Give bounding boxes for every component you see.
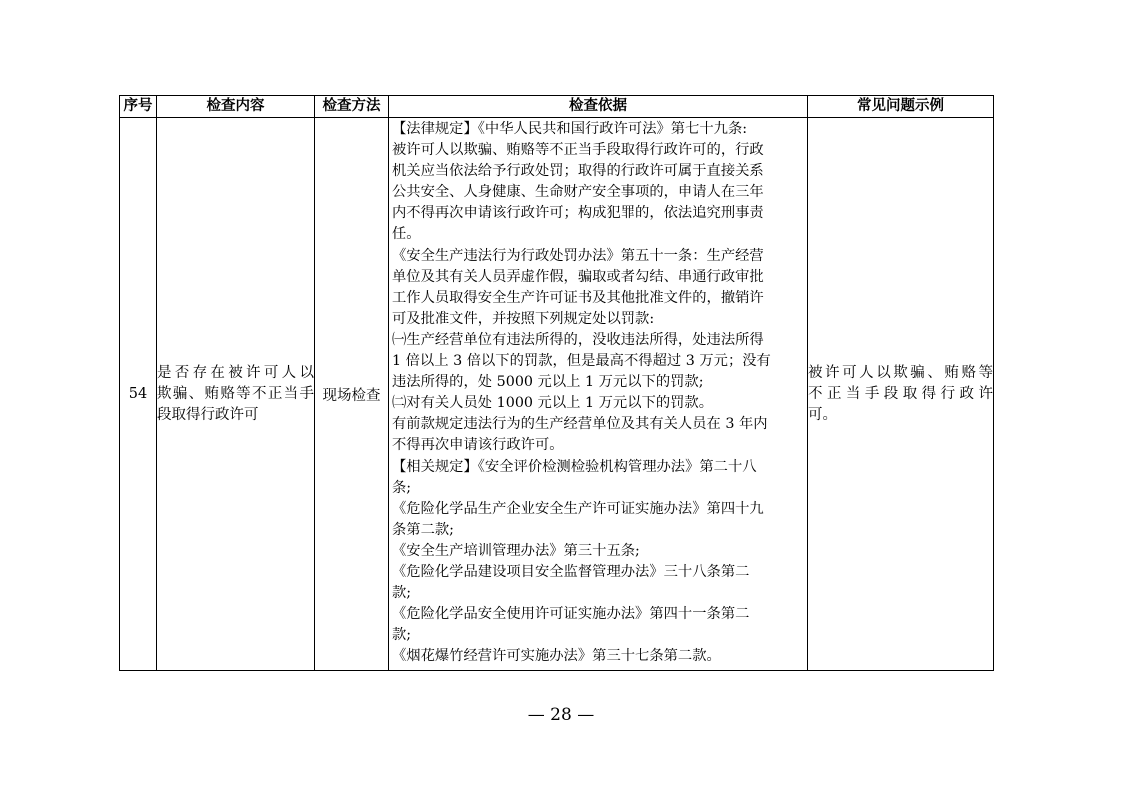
issue-line: 可。: [808, 406, 837, 423]
header-issues: 常见问题示例: [808, 96, 994, 118]
row-method: 现场检查: [315, 118, 389, 671]
content-line: 段取得行政许可: [157, 406, 259, 423]
basis-line: 违法所得的，处 5000 元以上 1 万元以下的罚款;: [392, 374, 704, 391]
basis-line: ㈡对有关人员处 1000 元以上 1 万元以下的罚款。: [392, 395, 714, 412]
content-line: 欺骗、贿赂等不正当手: [157, 385, 314, 402]
basis-line: 内不得再次申请该行政许可；构成犯罪的，依法追究刑事责: [392, 205, 764, 222]
basis-line: 1 倍以上 3 倍以下的罚款，但是最高不得超过 3 万元；没有: [392, 353, 771, 370]
basis-line: 机关应当依法给予行政处罚；取得的行政许可属于直接关系: [392, 163, 764, 180]
basis-line: 《安全生产违法行为行政处罚办法》第五十一条：生产经营: [392, 247, 764, 264]
header-basis: 检查依据: [389, 96, 808, 118]
basis-line: 【法律规定】《中华人民共和国行政许可法》第七十九条:: [392, 121, 748, 137]
inspection-table: [119, 95, 994, 671]
row-basis: [389, 118, 808, 671]
basis-line: 《危险化学品安全使用许可证实施办法》第四十一条第二: [392, 606, 750, 623]
basis-line: 被许可人以欺骗、贿赂等不正当手段取得行政许可的，行政: [392, 142, 764, 159]
basis-line: 《危险化学品建设项目安全监督管理办法》三十八条第二: [392, 563, 750, 580]
basis-line: 条;: [392, 479, 412, 496]
row-issues: [808, 118, 994, 671]
basis-line: 不得再次申请该行政许可。: [392, 437, 564, 454]
basis-line: 单位及其有关人员弄虚作假，骗取或者勾结、串通行政审批: [392, 268, 764, 285]
row-content: [157, 118, 315, 671]
basis-line: 款;: [392, 585, 412, 602]
basis-line: 有前款规定违法行为的生产经营单位及其有关人员在 3 年内: [392, 416, 768, 433]
basis-line: 《安全生产培训管理办法》第三十五条;: [392, 542, 640, 559]
issue-line: 被许可人以欺骗、贿赂等: [808, 364, 993, 381]
basis-line: 款;: [392, 627, 412, 644]
basis-line: 《危险化学品生产企业安全生产许可证实施办法》第四十九: [392, 500, 764, 517]
page-number: — 28 —: [527, 705, 595, 725]
basis-line: ㈠生产经营单位有违法所得的，没收违法所得，处违法所得: [392, 331, 764, 348]
content-line: 是否存在被许可人以: [157, 364, 314, 381]
basis-line: 条第二款;: [392, 521, 455, 538]
header-row: [120, 96, 994, 118]
basis-line: 公共安全、人身健康、生命财产安全事项的，申请人在三年: [392, 184, 764, 201]
header-method: 检查方法: [315, 96, 389, 118]
header-content: 检查内容: [157, 96, 315, 118]
basis-line: 任。: [392, 226, 421, 243]
header-index: 序号: [120, 96, 157, 118]
basis-line: 可及批准文件，并按照下列规定处以罚款:: [392, 310, 655, 327]
issue-line: 不正当手段取得行政许: [808, 385, 993, 402]
basis-line: 【相关规定】《安全评价检测检验机构管理办法》第二十八: [392, 458, 757, 475]
row-index: 54: [120, 118, 157, 671]
table-row: [120, 118, 994, 671]
basis-line: 工作人员取得安全生产许可证书及其他批准文件的，撤销许: [392, 289, 764, 306]
basis-line: 《烟花爆竹经营许可实施办法》第三十七条第二款。: [392, 648, 721, 665]
